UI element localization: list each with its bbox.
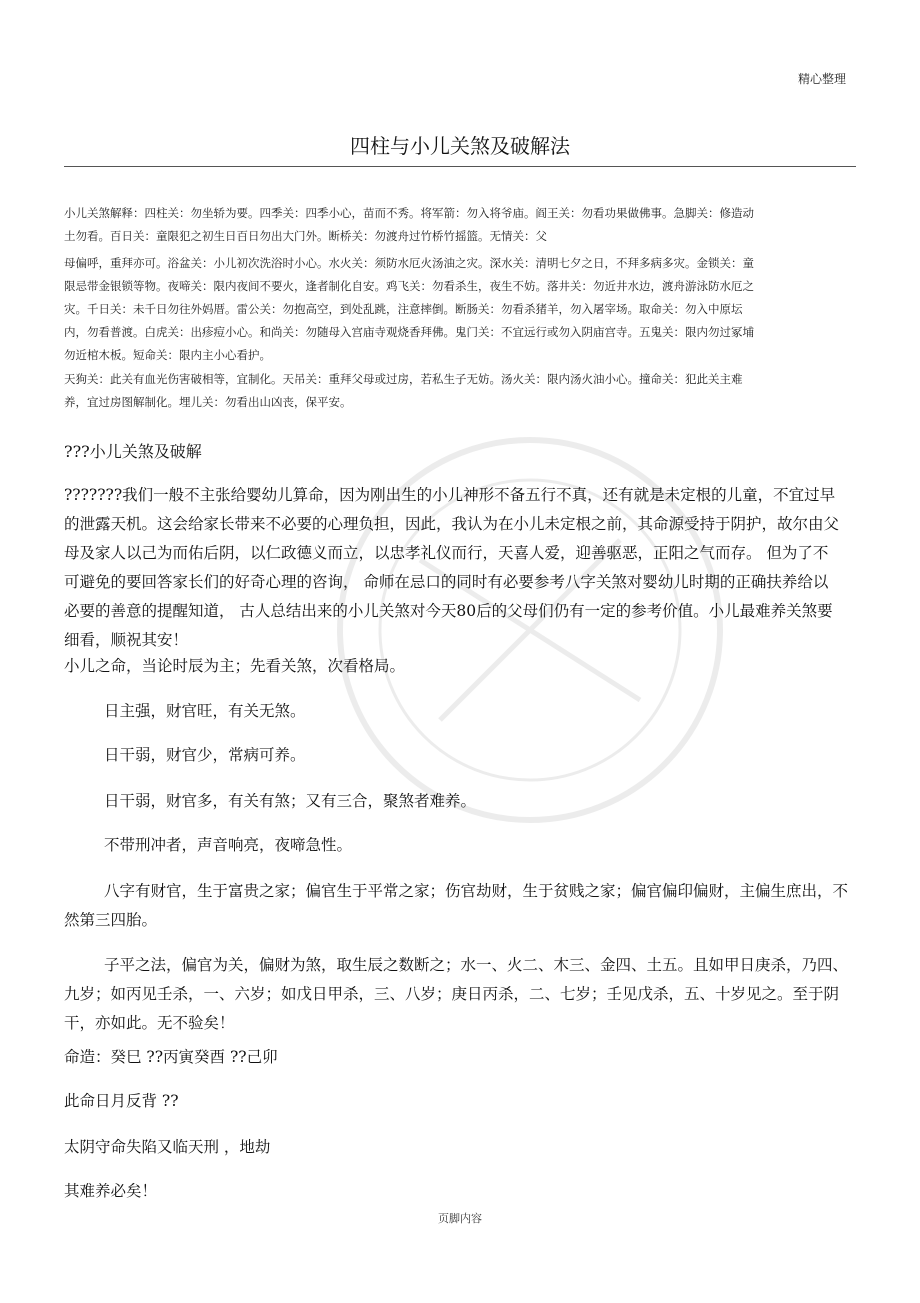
title-divider bbox=[64, 166, 856, 167]
main-paragraph: ???????我们一般不主张给婴幼儿算命，因为刚出生的小儿神形不备五行不真，还有就是未定根的儿童，不宜过早的泄露天机。这会给家长带来不必要的心理负担，因此，我认为在小儿未定根之前，其命源受持于阴护，故尔由父母及家人以己为而佑后阴，以仁政德义而立，以忠孝礼仪而行，天喜人爱，迎善驱恶，正阳之气而存。 但为了不可避免的要回答家长们的好奇心理的咨询， 命师在忌口的同时有必要参考八字关煞对婴幼儿时期的正确扶养给以必要的善意的提醒知道， 古人总结出来的小儿关煞对今天80后的父母们仍有一定的参考价值。小儿最难养关煞要细看，顺祝其安！ bbox=[64, 486, 840, 649]
example-line-3: 其难养必矣！ bbox=[64, 1182, 158, 1200]
example-chart-line: 命造：癸巳 ??丙寅癸酉 ??己卯 bbox=[64, 1048, 278, 1066]
rule-line-2: 日干弱，财官少，常病可养。 bbox=[104, 746, 306, 764]
rule-line-4: 不带刑冲者，声音响亮，夜啼急性。 bbox=[104, 836, 353, 854]
example-line-2: 太阴守命失陷又临天刑 ，地劫 bbox=[64, 1138, 271, 1156]
rule-line-3: 日干弱，财官多，有关有煞；又有三合，聚煞者难养。 bbox=[104, 792, 477, 810]
intro-paragraph-2: 母偏呼，重拜亦可。浴盆关：小儿初次洗浴时小心。水火关：须防水厄火汤油之灾。深水关：清明七夕之日，不拜多病多灾。金锁关：童限忌带金银锁等物。夜啼关：限内夜间不要火，逢者制化自安。鸡飞关：勿看杀生，夜生不妨。落井关：勿近井水边，渡舟游泳防水厄之灾。千日关：未千日勿往外妈厝。雷公关：勿抱高空，到处乱跳，注意摔倒。断肠关：勿看杀猪羊，勿入屠宰场。取命关：勿入中原坛内，勿看普渡。白虎关：出疹痘小心。和尚关：勿随母入宫庙寺观烧香拜佛。鬼门关：不宜远行或勿入阴庙宫寺。五鬼关：限内勿过冢埔勿近棺木板。短命关：限内主小心看护。 bbox=[64, 256, 754, 362]
example-line-1: 此命日月反背 ?? bbox=[64, 1092, 179, 1110]
page-title: 四柱与小儿关煞及破解法 bbox=[350, 134, 570, 158]
page-footer: 页脚内容 bbox=[438, 1212, 482, 1225]
header-note: 精心整理 bbox=[797, 72, 846, 86]
method-paragraph: 子平之法，偏官为关，偏财为煞，取生辰之数断之；水一、火二、木三、金四、土五。且如甲日庚杀，乃四、九岁；如丙见壬杀，一、六岁；如戊日甲杀，三、八岁；庚日丙杀，二、七岁；壬见戊杀，五、十岁见之。至于阴干，亦如此。无不验矣！ bbox=[64, 956, 849, 1032]
rule-line-1: 日主强，财官旺，有关无煞。 bbox=[104, 702, 306, 720]
birth-paragraph: 八字有财官，生于富贵之家；偏官生于平常之家；伤官劫财，生于贫贱之家；偏官偏印偏财，主偏生庶出，不然第三四胎。 bbox=[64, 882, 849, 929]
section-heading: ???小儿关煞及破解 bbox=[64, 442, 202, 461]
intro-paragraph-3: 天狗关：此关有血光伤害破相等，宜制化。天吊关：重拜父母或过房，若私生子无妨。汤火关：限内汤火油小心。撞命关：犯此关主难养，宜过房图解制化。埋儿关：勿看出山凶丧，保平安。 bbox=[64, 372, 743, 409]
intro-paragraph-1: 小儿关煞解释：四柱关：勿坐轿为要。四季关：四季小心，苗而不秀。将军箭：勿入将爷庙。阎王关：勿看功果做佛事。急脚关：修造动土勿看。百日关：童限犯之初生日百日勿出大门外。断桥关：勿渡舟过竹桥竹摇篮。无情关：父 bbox=[64, 206, 754, 243]
principle-line: 小儿之命，当论时辰为主；先看关煞，次看格局。 bbox=[64, 657, 406, 675]
